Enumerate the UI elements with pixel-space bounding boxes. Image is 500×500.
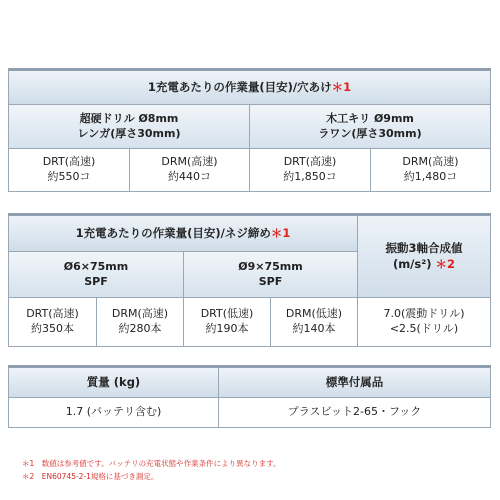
accessories-value: プラスビット2-65・フック xyxy=(287,405,422,419)
workload-value: 約440コ xyxy=(168,170,211,183)
workload-value: 約350本 xyxy=(31,322,74,335)
drill-bit-spec: 超硬ドリル Ø8mm xyxy=(79,111,179,125)
wood-type: SPF xyxy=(84,274,108,288)
footnote-mark: ＊1 xyxy=(270,225,291,240)
drilling-workload-table xyxy=(8,68,491,192)
screw-size: Ø9×75mm xyxy=(238,259,303,273)
vibration-value-cell xyxy=(358,298,491,347)
mass-value: 1.7 (バッテリ含む) xyxy=(65,405,162,419)
footnote-2: ＊2 EN60745-2-1規格に基づき測定。 xyxy=(22,472,159,481)
vibration-title: 振動3軸合成値 xyxy=(385,240,463,255)
model-value-cell xyxy=(9,149,130,192)
screwing-workload-table xyxy=(8,213,491,347)
accessories-value-cell xyxy=(219,398,491,428)
drilling-table-header xyxy=(9,71,491,105)
model-speed: DRM(高速) xyxy=(111,307,169,321)
screw-size-group-cell xyxy=(184,252,358,298)
drilling-header-text: 1充電あたりの作業量(目安)/穴あけ xyxy=(147,79,332,94)
model-speed: DRT(低速) xyxy=(200,307,254,321)
specs-table xyxy=(8,365,491,428)
workload-value: 約280本 xyxy=(118,322,162,335)
drill-bit-group-cell xyxy=(9,105,250,149)
vibration-value: 7.0(震動ドリル) xyxy=(383,307,465,321)
workload-value: 約1,480コ xyxy=(403,170,458,183)
screwing-header-text: 1充電あたりの作業量(目安)/ネジ締め xyxy=(75,225,271,240)
footnote-1: ＊1 数値は参考値です。バッテリの充電状態や作業条件により異なります。 xyxy=(22,459,281,468)
mass-header-text: 質量 (kg) xyxy=(86,374,141,389)
model-speed: DRT(高速) xyxy=(26,307,79,321)
vibration-header-cell xyxy=(358,216,491,298)
workload-value: 約1,850コ xyxy=(283,170,337,183)
drill-bit-group-cell xyxy=(250,105,491,149)
accessories-header xyxy=(219,368,491,398)
footnote-mark: ＊1 xyxy=(331,79,352,94)
screw-size: Ø6×75mm xyxy=(63,259,129,273)
workload-value: 約550コ xyxy=(47,170,91,183)
footnote-mark: ＊2 xyxy=(435,256,456,271)
model-speed: DRT(高速) xyxy=(42,155,96,169)
model-value-cell xyxy=(371,149,491,192)
model-value-cell xyxy=(130,149,250,192)
material-spec: レンガ(厚さ30mm) xyxy=(77,126,181,140)
vibration-unit: (m/s²) xyxy=(392,256,432,271)
vibration-value: <2.5(ドリル) xyxy=(389,322,459,335)
workload-value: 約190本 xyxy=(205,322,249,335)
wood-type: SPF xyxy=(258,274,283,288)
model-value-cell xyxy=(9,298,97,347)
model-value-cell xyxy=(271,298,358,347)
screw-size-group-cell xyxy=(9,252,184,298)
screwing-table-header xyxy=(9,216,358,252)
mass-value-cell xyxy=(9,398,219,428)
model-speed: DRM(高速) xyxy=(402,155,459,169)
accessories-header-text: 標準付属品 xyxy=(325,374,384,389)
workload-value: 約140本 xyxy=(292,322,336,335)
model-value-cell xyxy=(184,298,271,347)
model-speed: DRM(低速) xyxy=(285,307,343,321)
model-speed: DRT(高速) xyxy=(283,155,337,169)
material-spec: ラワン(厚さ30mm) xyxy=(318,126,422,140)
mass-header xyxy=(9,368,219,398)
model-speed: DRM(高速) xyxy=(161,155,218,169)
model-value-cell xyxy=(97,298,184,347)
drill-bit-spec: 木工キリ Ø9mm xyxy=(326,111,414,125)
model-value-cell xyxy=(250,149,371,192)
